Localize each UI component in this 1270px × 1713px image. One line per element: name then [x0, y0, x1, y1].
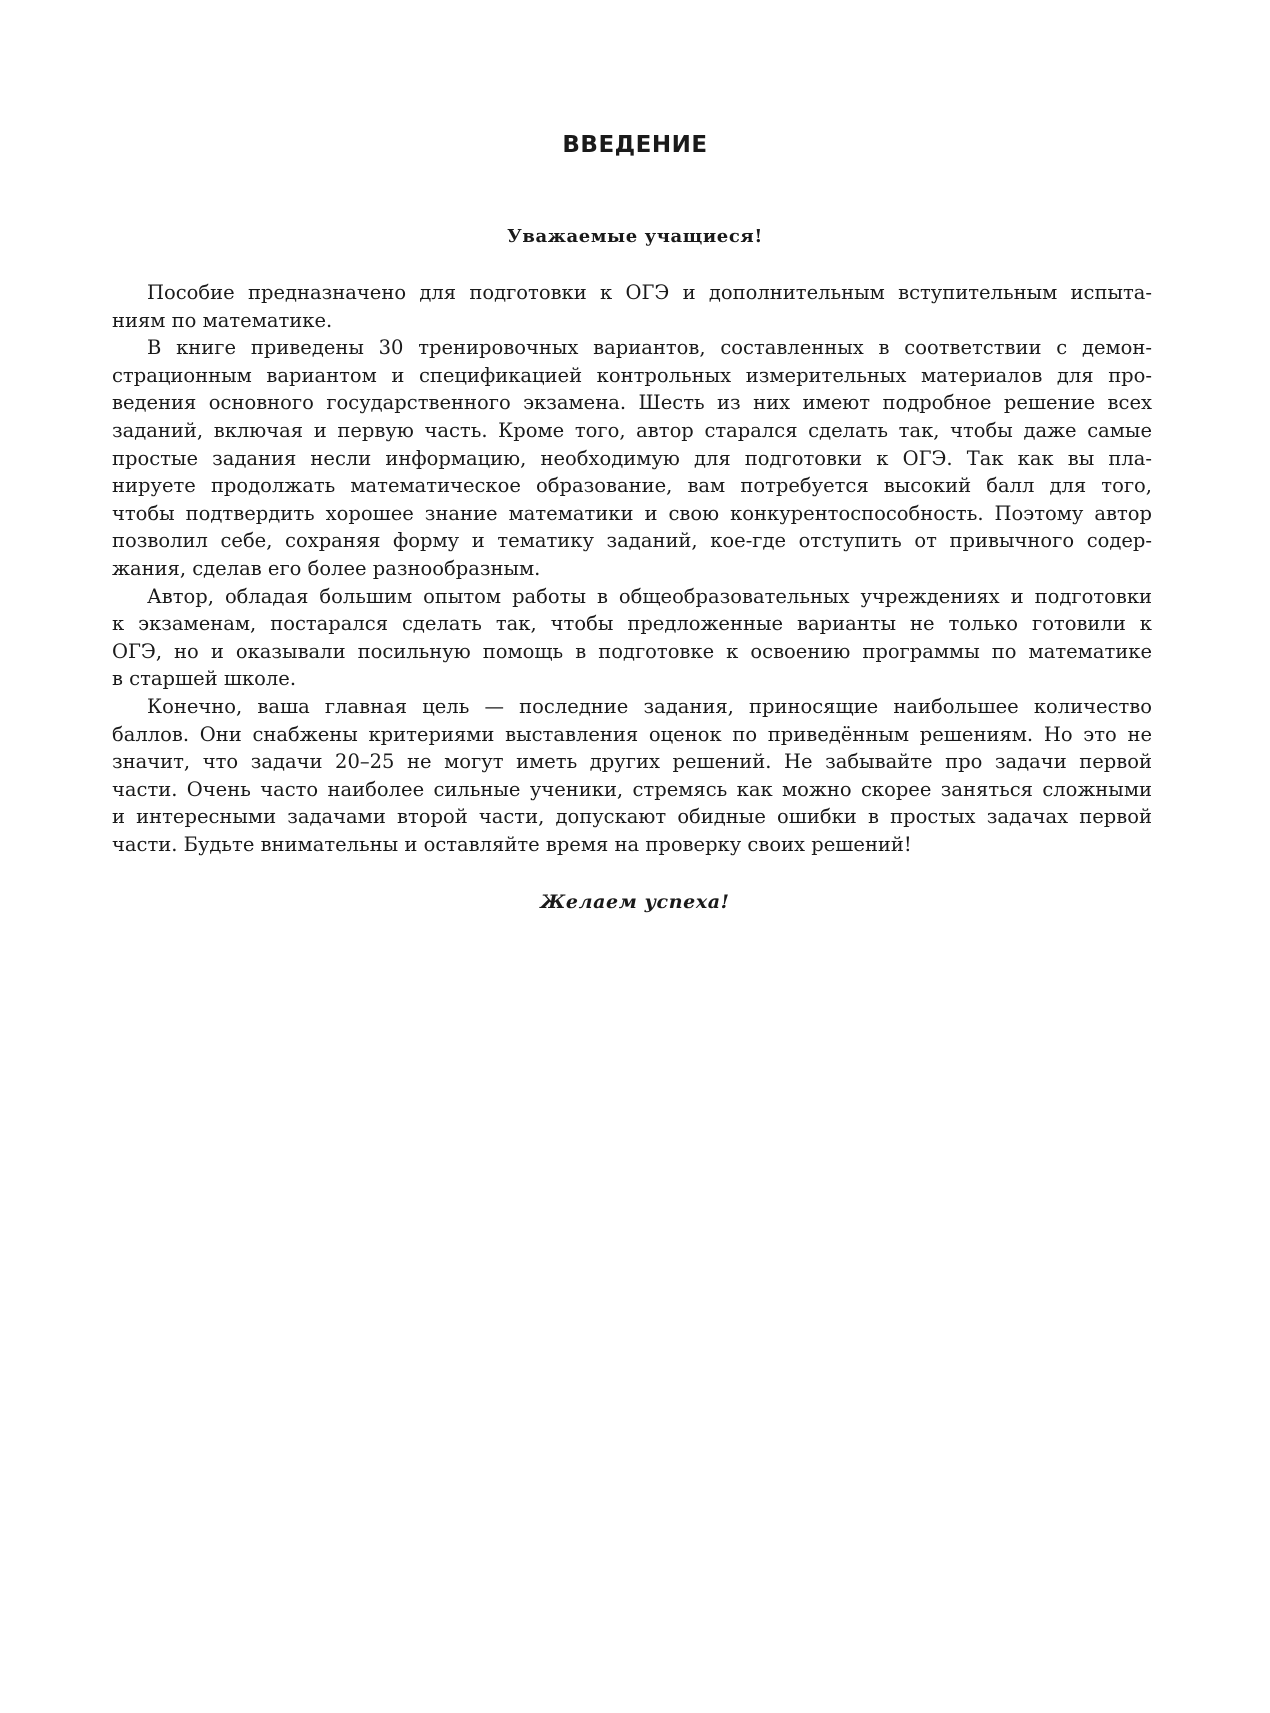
text-line: нируете продолжать математическое образование, вам потребуется высокий балл для того, — [112, 474, 1152, 498]
text-line: В книге приведены 30 тренировочных вариантов, составленных в соответствии с демон- — [147, 336, 1152, 360]
paragraph-3 — [77, 583, 1152, 693]
text-line: Конечно, ваша главная цель — последние задания, приносящие наибольшее количество — [147, 694, 1152, 718]
text-line: простые задания несли информацию, необходимую для подготовки к ОГЭ. Так как вы пла- — [112, 446, 1152, 470]
greeting-heading: Уважаемые учащиеся! — [507, 226, 763, 247]
text-line: позволил себе, сохраняя форму и тематику заданий, кое-где отступить от привычного содер- — [112, 529, 1152, 553]
text-line: к экзаменам, постарался сделать так, чтобы предложенные варианты не только готовили к — [112, 612, 1152, 636]
text-line: части. Будьте внимательны и оставляйте время на проверку своих решений! — [112, 832, 912, 856]
text-line: и интересными задачами второй части, допускают обидные ошибки в простых задачах первой — [112, 805, 1152, 829]
text-line: чтобы подтвердить хорошее знание математики и свою конкурентоспособность. Поэтому автор — [112, 501, 1152, 525]
paragraph-2 — [77, 334, 1152, 582]
text-line: ниям по математике. — [112, 308, 333, 332]
page-title: ВВЕДЕНИЕ — [562, 132, 708, 158]
body-text — [77, 279, 1152, 858]
closing-wish: Желаем успеха! — [540, 891, 730, 913]
text-line: заданий, включая и первую часть. Кроме того, автор старался сделать так, чтобы даже самые — [112, 418, 1152, 442]
text-line: Пособие предназначено для подготовки к ОГЭ и дополнительным вступительным испыта- — [147, 281, 1152, 304]
text-line: значит, что задачи 20–25 не могут иметь других решений. Не забывайте про задачи первой — [112, 750, 1152, 774]
text-line: ОГЭ, но и оказывали посильную помощь в подготовке к освоению программы по математике — [112, 639, 1152, 663]
text-line: страционным вариантом и спецификацией контрольных измерительных материалов для про- — [112, 363, 1152, 387]
text-line: ведения основного государственного экзамена. Шесть из них имеют подробное решение всех — [112, 391, 1152, 415]
paragraph-4 — [77, 693, 1152, 859]
text-line: Автор, обладая большим опытом работы в общеобразовательных учреждениях и подготовки — [147, 584, 1152, 608]
text-line: жания, сделав его более разнообразным. — [112, 556, 541, 580]
text-line: баллов. Они снабжены критериями выставления оценок по приведённым решениям. Но это не — [112, 722, 1152, 746]
text-line: в старшей школе. — [112, 667, 297, 691]
text-line: части. Очень часто наиболее сильные ученики, стремясь как можно скорее заняться сложными — [112, 777, 1152, 801]
paragraph-1 — [77, 279, 1152, 334]
